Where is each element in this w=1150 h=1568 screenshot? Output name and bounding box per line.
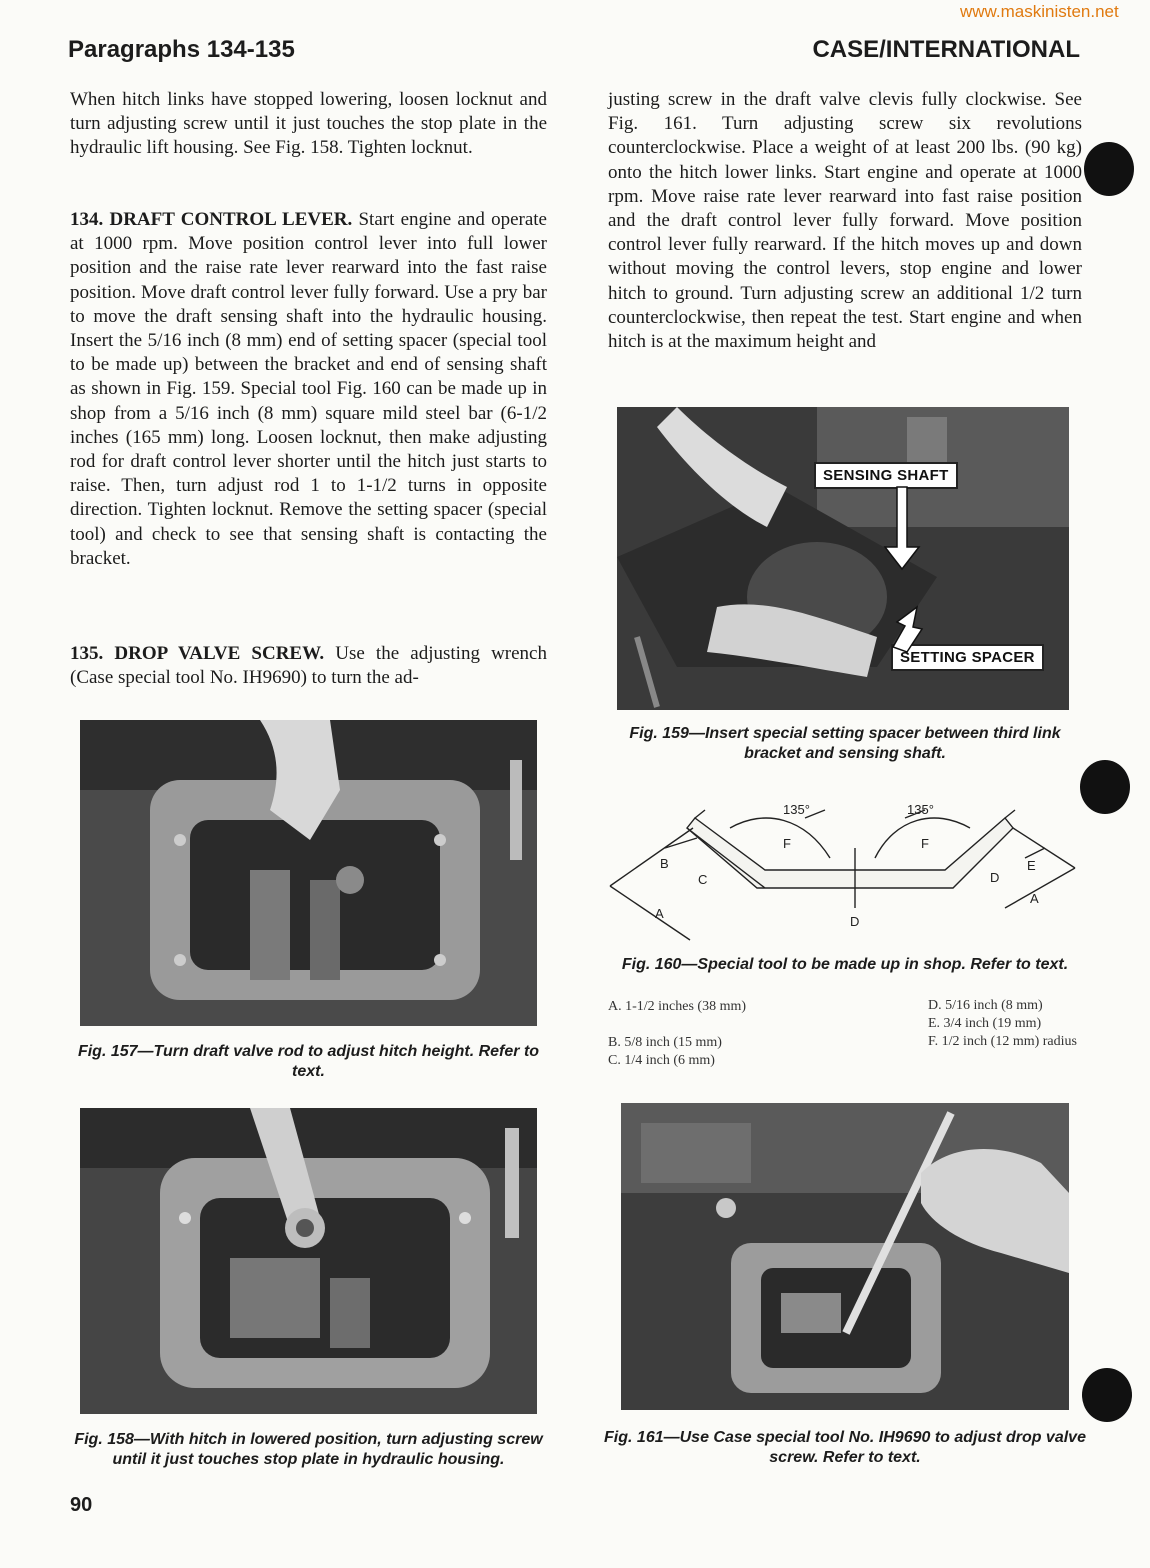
dim-label-e: E: [1027, 858, 1036, 873]
page-number: 90: [70, 1494, 93, 1516]
paragraph-135-heading: 135. DROP VALVE SCREW.: [70, 643, 325, 664]
dim-label-f-left: F: [783, 836, 791, 851]
watermark: www.maskinisten.net: [960, 2, 1119, 21]
figure-158-caption: Fig. 158—With hitch in lowered position, turn adjusting screw until it just touches stop plate in hydraulic housing.: [74, 1431, 543, 1468]
dim-label-d-right: D: [990, 870, 1000, 885]
dim-label-c: C: [698, 872, 708, 887]
dim-label-d-bottom: D: [850, 914, 860, 929]
binding-hole-bottom: [1082, 1368, 1132, 1422]
figure-160-caption: Fig. 160—Special tool to be made up in shop. Refer to text.: [621, 956, 1069, 973]
figure-159-arrows: [617, 407, 1069, 710]
legend-item-b: B. 5/8 inch (15 mm): [608, 1035, 722, 1050]
figure-158-photo: [80, 1108, 537, 1414]
figure-157-caption: Fig. 157—Turn draft valve rod to adjust hitch height. Refer to text.: [77, 1043, 540, 1080]
legend-item-a: A. 1-1/2 inches (38 mm): [608, 999, 747, 1014]
dim-label-f-right: F: [921, 836, 929, 851]
angle-right-label: 135°: [907, 802, 934, 817]
binding-hole-top: [1084, 142, 1134, 196]
figure-157-photo: [80, 720, 537, 1026]
paragraph-134-heading: 134. DRAFT CONTROL LEVER.: [70, 209, 353, 230]
figure-161-caption: Fig. 161—Use Case special tool No. IH9690 to adjust drop valve screw. Refer to text.: [604, 1429, 1086, 1466]
figure-160-diagram: [605, 798, 1083, 948]
dim-label-a-left: A: [655, 906, 664, 921]
figure-159-photo: [617, 407, 1069, 710]
binding-hole-middle: [1080, 760, 1130, 814]
manual-brand-title: CASE/INTERNATIONAL: [812, 36, 1080, 63]
dim-label-b: B: [660, 856, 669, 871]
intro-paragraph: When hitch links have stopped lowering, loosen locknut and turn adjusting screw until it just touches the stop plate in the hydraulic lift housing. See Fig. 158. Tighten locknut.: [70, 89, 547, 159]
legend-item-e: E. 3/4 inch (19 mm): [928, 1016, 1042, 1031]
paragraph-135-text: Use the adjusting wrench (Case special tool No. IH9690) to turn the ad-: [70, 643, 547, 689]
angle-left-label: 135°: [783, 802, 810, 817]
paragraph-135-continued: justing screw in the draft valve clevis fully clockwise. See Fig. 161. Turn adjusting screw six revolutions counterclockwise. Place a weight of at least 200 lbs. (90 kg) onto the hitch lower links. Start engine and operate at 1000 rpm. Move raise rate lever rearward into fast raise position and the draft control lever fully forward. Move position control lever fully rearward. If the hitch moves up and down without moving the control levers, stop engine and lower hitch to ground. Turn adjusting screw an additional 1/2 turn counterclockwise, then repeat the test. Start engine and when hitch is at the maximum height and: [608, 89, 1082, 353]
paragraph-134: [70, 208, 547, 571]
legend-item-d: D. 5/16 inch (8 mm): [928, 998, 1043, 1013]
figure-161-photo: [621, 1103, 1069, 1410]
figure-159-caption: Fig. 159—Insert special setting spacer between third link bracket and sensing shaft.: [629, 725, 1061, 762]
setting-spacer-label: SETTING SPACER: [891, 644, 1044, 671]
paragraph-135: [70, 642, 547, 690]
legend-item-c: C. 1/4 inch (6 mm): [608, 1053, 715, 1068]
paragraph-134-text: Start engine and operate at 1000 rpm. Move position control lever into full lower position and the raise rate lever rearward into the fast raise position. Move draft control lever fully forward. Use a pry bar to move the draft sensing shaft into the hydraulic housing. Insert the 5/16 inch (8 mm) end of setting spacer (special tool to be made up) between the bracket and end of sensing shaft as shown in Fig. 159. Special tool Fig. 160 can be made up in shop from a 5/16 inch (8 mm) square mild steel bar (6-1/2 inches (165 mm) long. Loosen locknut, then make adjusting rod for draft control lever shorter until the hitch just starts to raise. Then, turn adjust rod 1 to 1-1/2 turns in opposite direction. Tighten locknut. Remove the setting spacer (special tool) and check to see that sensing shaft is contacting the bracket.: [70, 209, 547, 569]
legend-item-f: F. 1/2 inch (12 mm) radius: [928, 1034, 1077, 1049]
dim-label-a-right: A: [1030, 891, 1039, 906]
page-section-title: Paragraphs 134-135: [68, 36, 295, 63]
sensing-shaft-label: SENSING SHAFT: [814, 462, 958, 489]
